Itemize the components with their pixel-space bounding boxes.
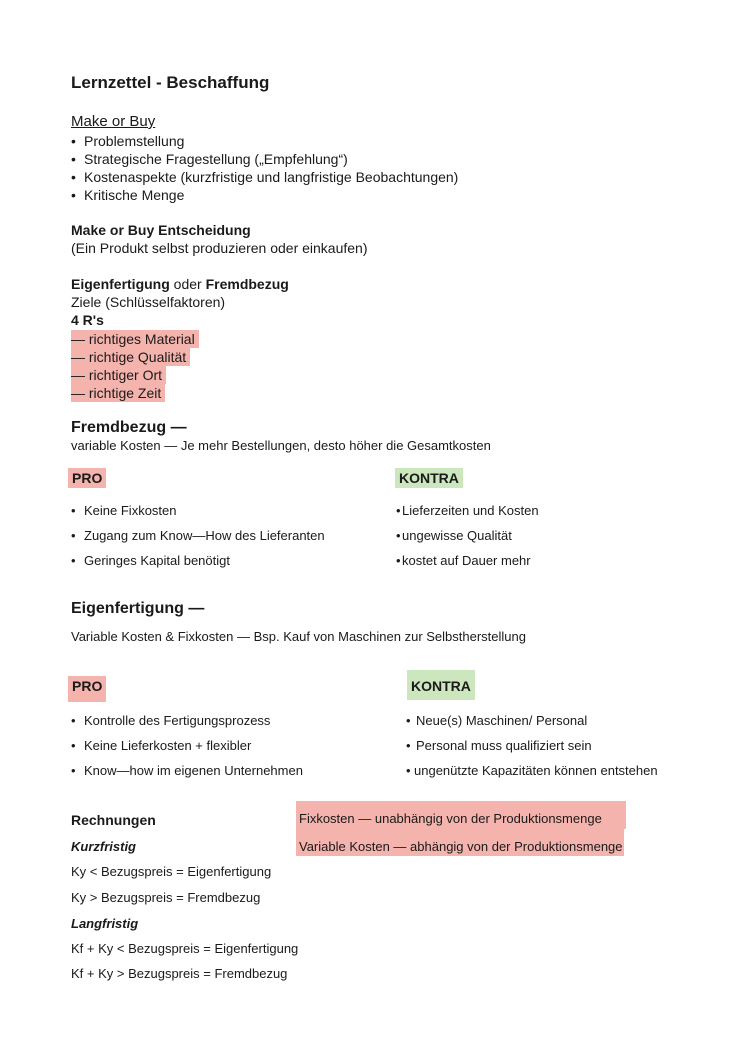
choice-middle: oder [169, 276, 206, 292]
r-item-material: — richtiges Material [71, 330, 199, 348]
fremdbezug-pro-list [71, 498, 325, 573]
r-item-zeit: — richtige Zeit [71, 384, 165, 402]
goals-text: Ziele (Schlüsselfaktoren) [71, 294, 226, 310]
make-or-buy-heading: Make or Buy [71, 113, 156, 130]
list-item: • ungewisse Qualität [396, 523, 539, 548]
eigenfertigung-text: Variable Kosten & Fixkosten — Bsp. Kauf von Maschinen zur Selbstherstellung [71, 629, 526, 644]
list-item: • Keine Fixkosten [71, 498, 325, 523]
kurzfristig-label: Kurzfristig [71, 839, 136, 854]
list-item: • kostet auf Dauer mehr [396, 548, 539, 573]
eigenfertigung-contra-list [406, 708, 658, 783]
r-item-ort: — richtiger Ort [71, 366, 166, 384]
choice-bold-b: Fremdbezug [205, 276, 289, 292]
formula-line: Kf + Ky > Bezugspreis = Fremdbezug [71, 966, 288, 981]
list-item: • Zugang zum Know—How des Lieferanten [71, 523, 325, 548]
list-item: • Kritische Menge [71, 186, 458, 204]
list-item: • Personal muss qualifiziert sein [406, 733, 658, 758]
list-item: • Kontrolle des Fertigungsprozess [71, 708, 303, 733]
fixkosten-note: Fixkosten — unabhängig von der Produktionsmenge [296, 801, 626, 829]
choice-bold-a: Eigenfertigung [71, 276, 170, 292]
eigenfertigung-pro-label: PRO [68, 676, 106, 702]
decision-text: (Ein Produkt selbst produzieren oder einkaufen) [71, 240, 368, 256]
choice-heading [71, 276, 289, 292]
list-item: • Neue(s) Maschinen/ Personal [406, 708, 658, 733]
four-rs-label: 4 R's [71, 312, 104, 328]
list-item: • Lieferzeiten und Kosten [396, 498, 539, 523]
rechnungen-heading: Rechnungen [71, 812, 156, 828]
formula-line: Ky < Bezugspreis = Eigenfertigung [71, 864, 272, 879]
list-item: • ungenützte Kapazitäten können entstehen [406, 758, 658, 783]
list-item: • Keine Lieferkosten + flexibler [71, 733, 303, 758]
make-or-buy-list [71, 132, 458, 204]
fremdbezug-pro-label: PRO [68, 468, 106, 488]
page-title: Lernzettel - Beschaffung [71, 73, 270, 92]
fremdbezug-contra-label: KONTRA [395, 468, 463, 488]
r-item-qualitaet: — richtige Qualität [71, 348, 190, 366]
fremdbezug-contra-list [396, 498, 539, 573]
formula-line: Ky > Bezugspreis = Fremdbezug [71, 890, 261, 905]
list-item: • Problemstellung [71, 132, 458, 150]
list-item: • Strategische Fragestellung („Empfehlung“) [71, 150, 458, 168]
langfristig-label: Langfristig [71, 916, 139, 931]
list-item: • Kostenaspekte (kurzfristige und langfristige Beobachtungen) [71, 168, 458, 186]
eigenfertigung-pro-list [71, 708, 303, 783]
formula-line: Kf + Ky < Bezugspreis = Eigenfertigung [71, 941, 299, 956]
list-item: • Geringes Kapital benötigt [71, 548, 325, 573]
eigenfertigung-contra-label: KONTRA [407, 670, 475, 700]
variable-kosten-note: Variable Kosten — abhängig von der Produktionsmenge [296, 829, 624, 856]
fremdbezug-text: variable Kosten — Je mehr Bestellungen, desto höher die Gesamtkosten [71, 438, 491, 453]
fremdbezug-heading: Fremdbezug — [71, 419, 187, 436]
decision-heading: Make or Buy Entscheidung [71, 222, 251, 238]
four-rs-list [71, 330, 199, 402]
list-item: • Know—how im eigenen Unternehmen [71, 758, 303, 783]
eigenfertigung-heading: Eigenfertigung — [71, 600, 205, 617]
